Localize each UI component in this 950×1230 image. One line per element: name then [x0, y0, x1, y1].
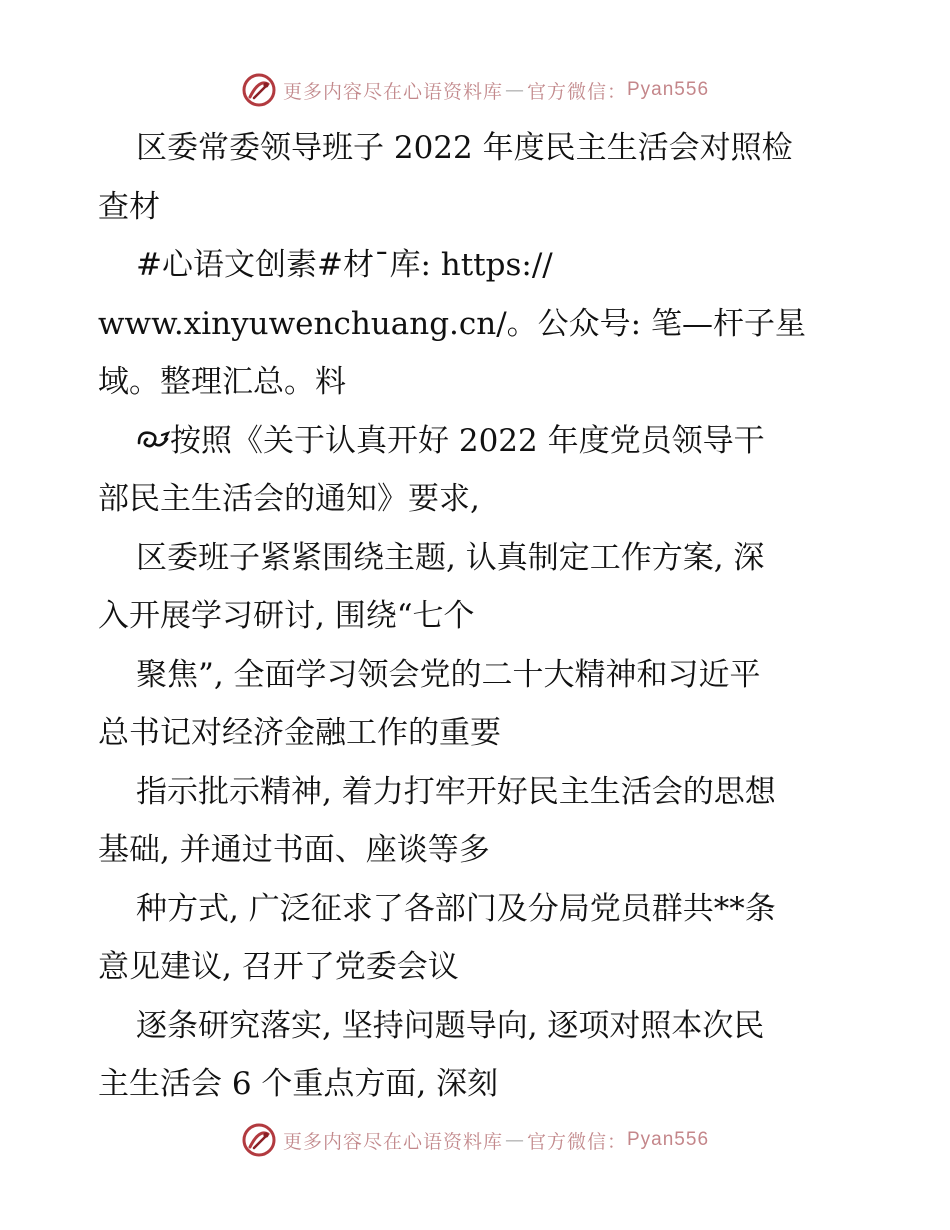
text-line: 区委班子紧紧围绕主题, 认真制定工作方案, 深 — [136, 539, 765, 576]
swirl-ornament-icon — [136, 425, 170, 455]
document-body — [98, 123, 858, 1118]
text-line: 按照《关于认真开好 2022 年度党员领导干 — [170, 422, 765, 459]
watermark-text: 更多内容尽在心语资料库 — [282, 80, 503, 103]
watermark-text: 更多内容尽在心语资料库 — [282, 1130, 503, 1153]
text-line: 意见建议, 召开了党委会议 — [98, 949, 459, 985]
watermark-wechat-label: 官方微信： — [526, 80, 627, 103]
text-line: 部民主生活会的通知》要求, — [98, 481, 480, 517]
title-line-1: 区委常委领导班子 2022 年度民主生活会对照检 — [136, 130, 793, 166]
text-line: 入开展学习研讨, 围绕“七个 — [98, 598, 475, 634]
watermark-separator: — — [504, 79, 525, 101]
text-line: 种方式, 广泛征求了各部门及分局党员群共**条 — [136, 890, 776, 927]
text-line: #心语文创素#材¯库: https:// — [136, 247, 553, 283]
paragraph-line-ornamented — [98, 416, 858, 475]
watermark-account: Pyan556 — [627, 1129, 710, 1150]
text-line: 主生活会 6 个重点方面, 深刻 — [98, 1066, 499, 1102]
text-line: 基础, 并通过书面、座谈等多 — [98, 832, 490, 868]
text-line: 总书记对经济金融工作的重要 — [98, 715, 501, 751]
watermark-wechat-label: 官方微信： — [526, 1130, 627, 1153]
title-line-2: 查材 — [98, 188, 160, 225]
text-line: 聚焦”, 全面学习领会党的二十大精神和习近平 — [136, 656, 761, 693]
watermark-separator: — — [504, 1129, 525, 1151]
seal-logo-icon — [241, 72, 277, 108]
text-line: www.xinyuwenchuang.cn/。公众号: 笔—杆子星 — [98, 305, 806, 342]
watermark-banner-top — [0, 70, 950, 110]
watermark-account: Pyan556 — [627, 79, 710, 100]
text-line: 逐条研究落实, 坚持问题导向, 逐项对照本次民 — [136, 1007, 765, 1044]
watermark-banner-bottom — [0, 1120, 950, 1160]
text-line: 指示批示精神, 着力打牢开好民主生活会的思想 — [136, 773, 776, 810]
seal-logo-icon — [241, 1122, 277, 1158]
text-line: 域。整理汇总。料 — [98, 364, 346, 400]
